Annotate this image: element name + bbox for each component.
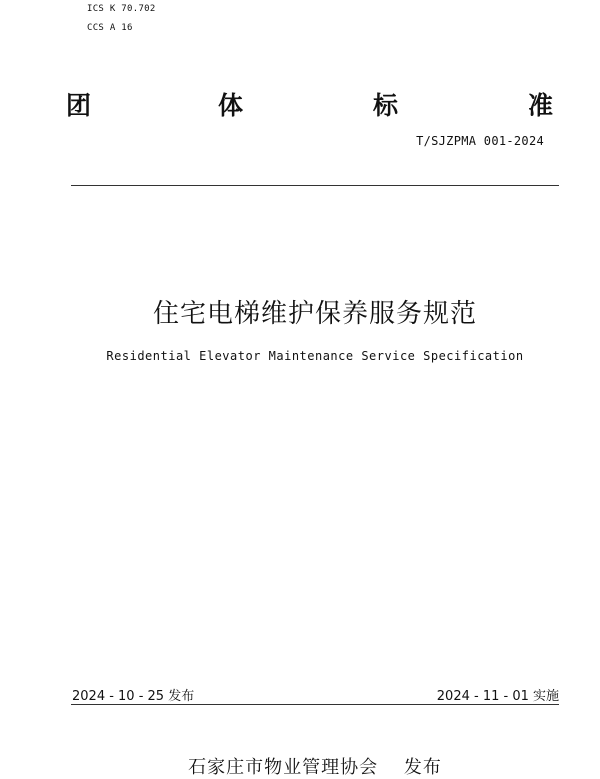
standard-type-char-3: 标 (373, 91, 399, 120)
publish-date: 2024 - 10 - 25 发布 (72, 689, 195, 704)
standard-type-char-1: 团 (66, 91, 92, 120)
ics-code: ICS K 70.702 (87, 4, 156, 14)
standard-code: T/SJZPMA 001-2024 (416, 134, 544, 148)
implementation-date: 2024 - 11 - 01 实施 (436, 689, 559, 704)
publisher-line: 石家庄市物业管理协会 发布 (188, 757, 442, 778)
document-title: 住宅电梯维护保养服务规范 (152, 299, 477, 329)
bottom-divider (71, 704, 559, 705)
standard-type-char-2: 体 (218, 91, 244, 120)
top-divider (71, 185, 559, 186)
ccs-code: CCS A 16 (87, 23, 133, 33)
document-subtitle: Residential Elevator Maintenance Service Specification (106, 349, 524, 363)
standard-type-char-4: 准 (528, 91, 554, 120)
